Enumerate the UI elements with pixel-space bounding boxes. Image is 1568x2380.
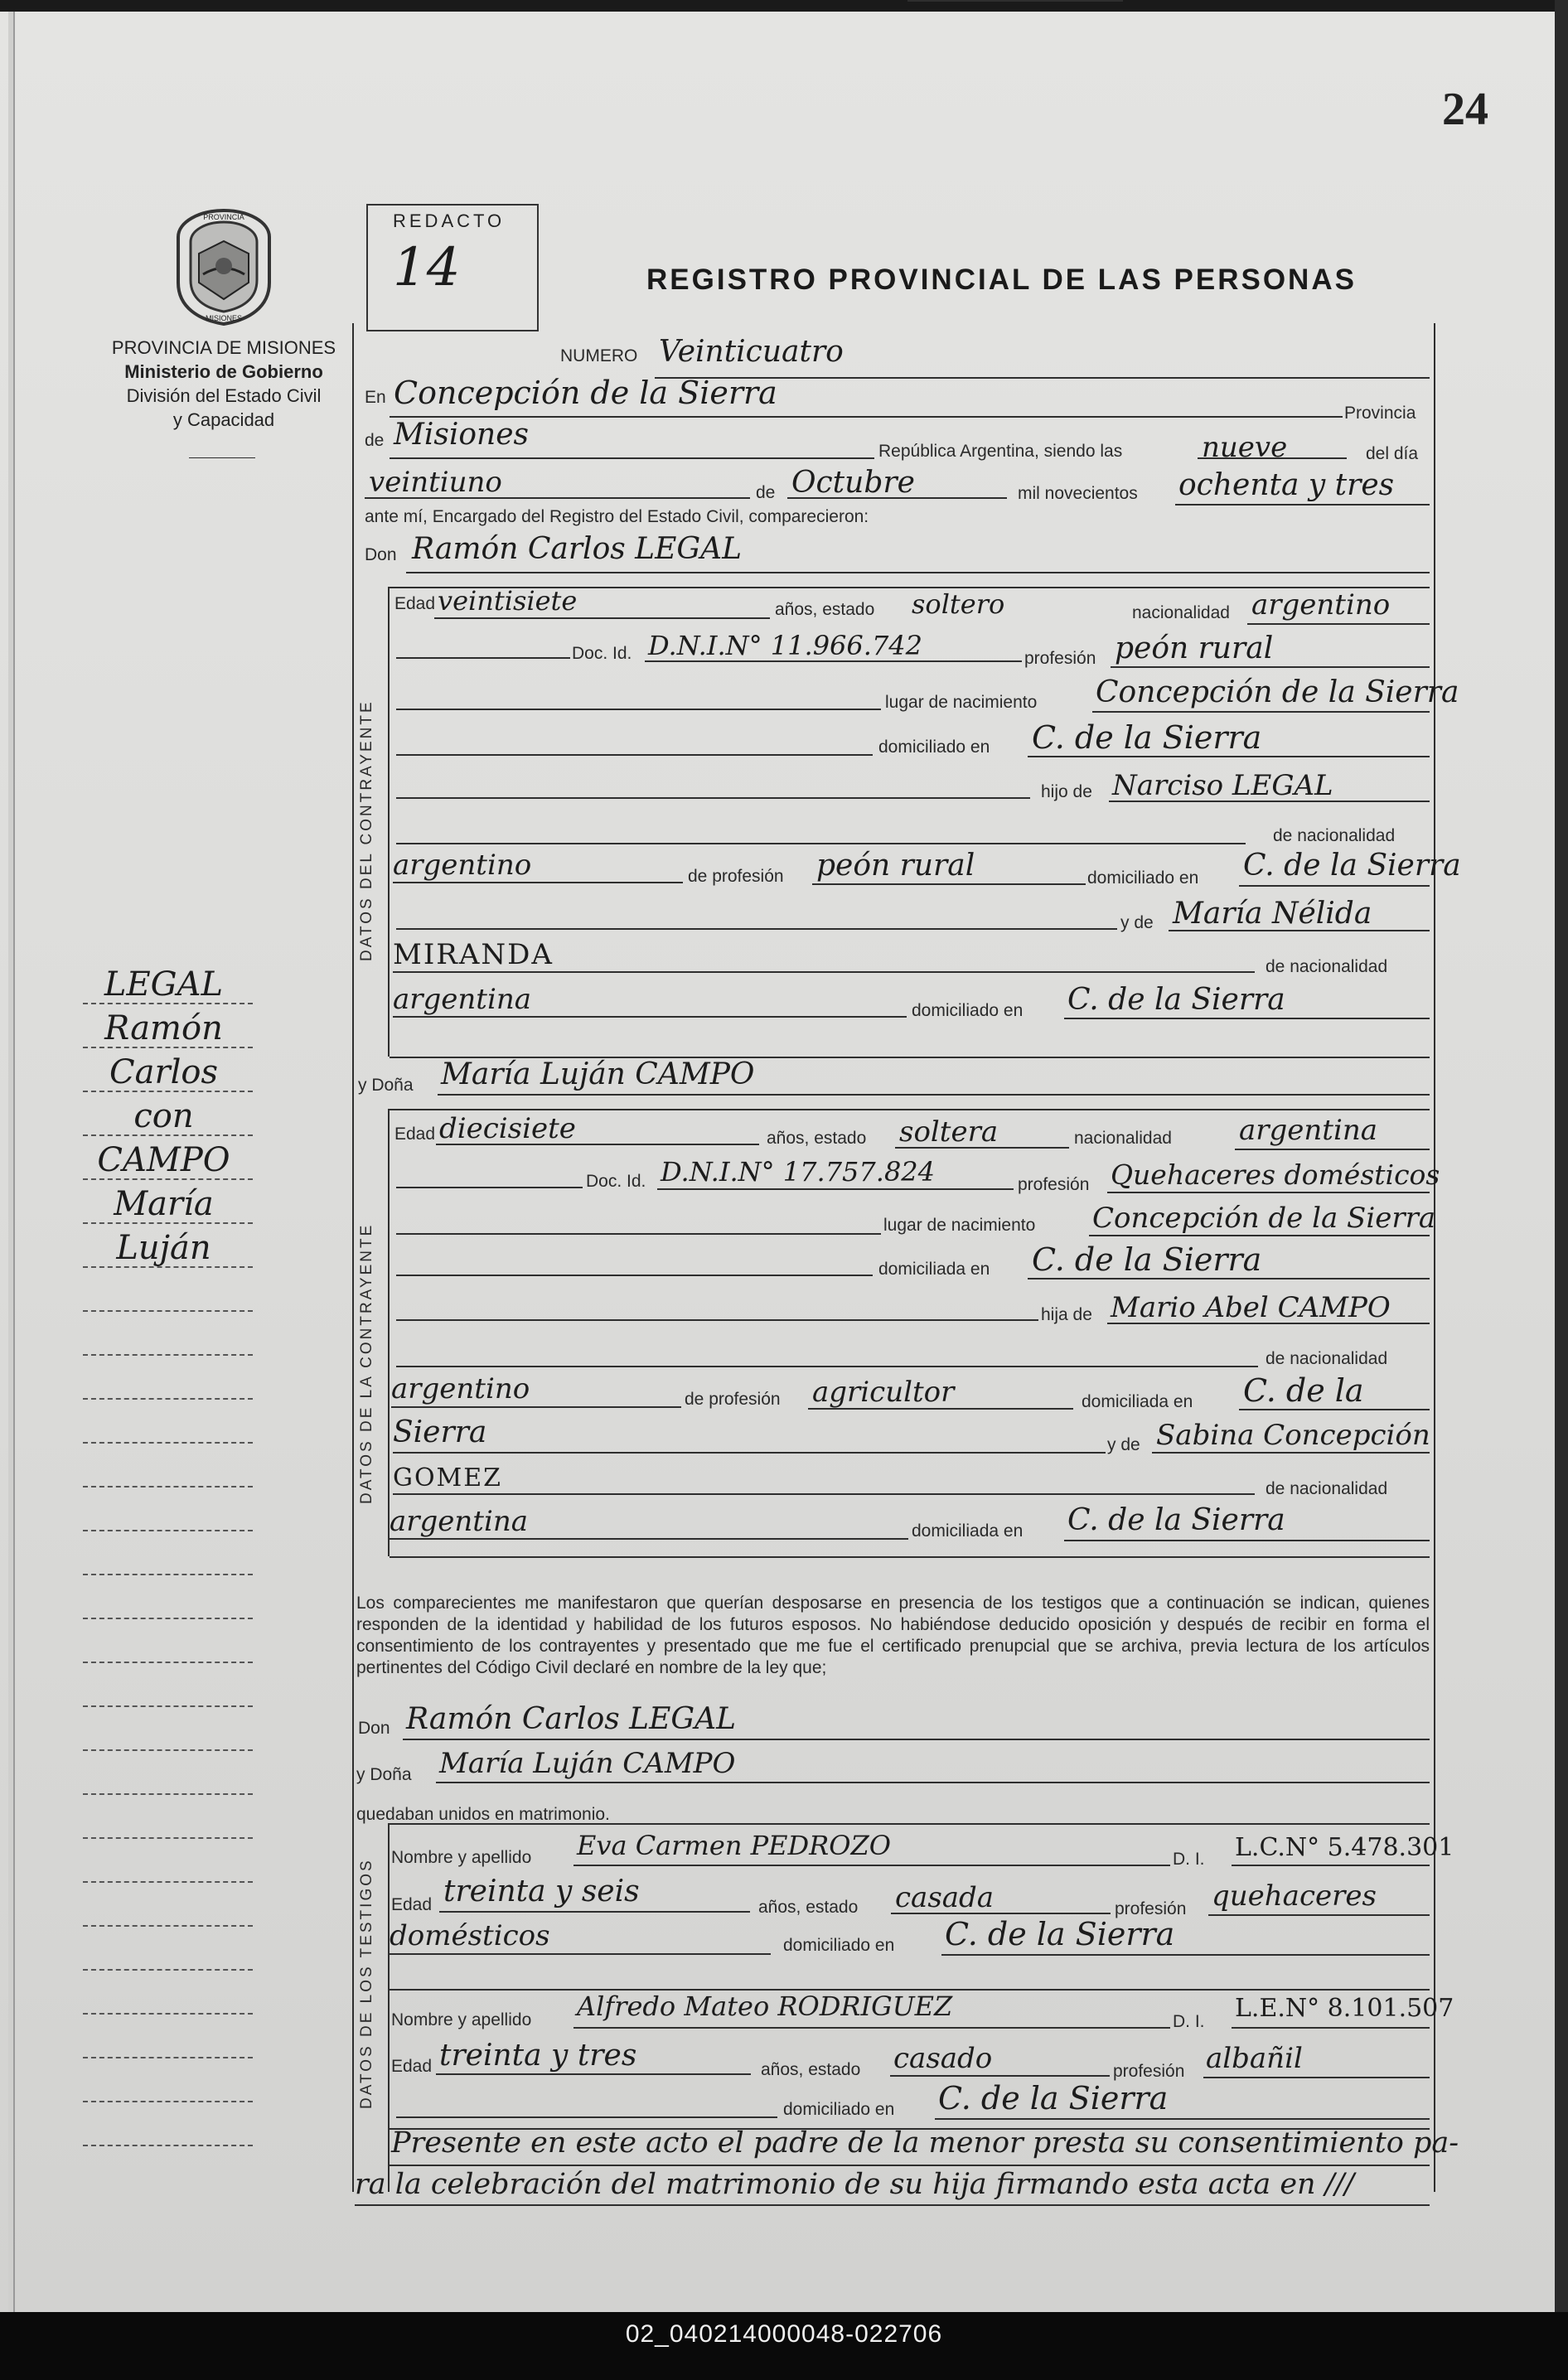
dept-divider — [189, 457, 255, 458]
w1-profession-2: domésticos — [390, 1919, 550, 1952]
groom-section-label: DATOS DEL CONTRAYENTE — [358, 699, 375, 961]
bride-denac-label: de nacionalidad — [1266, 1349, 1388, 1368]
bride-father-dom-line — [1239, 1409, 1430, 1410]
groom-edad-label: Edad — [394, 594, 436, 613]
bride-mother: Sabina Concepción — [1156, 1419, 1430, 1452]
groom-estado: soltero — [912, 588, 1005, 620]
bride-profession-line — [1107, 1192, 1430, 1193]
groom-yde-pre-line — [396, 928, 1117, 930]
w2-dom-label: domiciliado en — [783, 2100, 895, 2119]
margin-name: LEGAL — [104, 965, 224, 1004]
groom-yde-label: y de — [1120, 913, 1154, 932]
groom-mother: María Nélida — [1173, 897, 1372, 931]
bride-birthplace-line — [1089, 1235, 1430, 1236]
margin-rule-line — [83, 1530, 253, 1531]
w2-nombre-label: Nombre y apellido — [391, 2010, 532, 2029]
margin-rule-line — [83, 2057, 253, 2058]
groom-dom-label: domiciliado en — [878, 738, 990, 757]
bride-mother-domicile: C. de la Sierra — [1067, 1503, 1285, 1537]
bride-anios-label: años, estado — [767, 1129, 867, 1148]
bride-father-nationality: argentino — [391, 1372, 530, 1405]
groom-hijo-pre-line — [396, 797, 1030, 799]
groom-mother-surname-line — [393, 971, 1255, 973]
bride-birthplace: Concepción de la Sierra — [1092, 1202, 1436, 1235]
margin-rule-line — [83, 1047, 253, 1048]
groom-prof-label: profesión — [1024, 649, 1096, 668]
groom-estado-line — [907, 0, 1123, 2]
bride-father-nat-line — [391, 1406, 681, 1408]
numero-label: NUMERO — [560, 346, 638, 365]
groom-mother-nationality: argentina — [393, 983, 532, 1016]
groom-doc-label: Doc. Id. — [572, 644, 632, 663]
bride-father-domicile-2: Sierra — [393, 1415, 487, 1449]
hour-value: nueve — [1202, 431, 1288, 464]
groom-lugar-label: lugar de nacimiento — [885, 693, 1038, 712]
w1-prof2-line — [390, 1953, 771, 1955]
margin-rule-line — [83, 2145, 253, 2146]
groom-doc: D.N.I.N° 11.966.742 — [648, 630, 923, 661]
groom-nationality: argentino — [1251, 588, 1391, 622]
w1-di-label: D. I. — [1173, 1850, 1205, 1869]
bride-mother-surname: GOMEZ — [393, 1463, 503, 1492]
bride-nac-label: nacionalidad — [1074, 1129, 1172, 1148]
day-line — [365, 497, 750, 499]
margin-rule-line — [83, 2101, 253, 2102]
witness-section-label: DATOS DE LOS TESTIGOS — [358, 1858, 375, 2109]
bride-mother-dom-line — [1064, 1540, 1430, 1541]
bride-yde-pre-line — [393, 1452, 1106, 1454]
republica-label: República Argentina, siendo las — [878, 442, 1123, 461]
bride-mother-surname-line — [393, 1493, 1255, 1495]
month-value: Octubre — [791, 466, 915, 500]
decl-bride-line — [436, 1782, 1430, 1783]
groom-mother-surname: MIRANDA — [393, 938, 554, 971]
groom-father-dom-line — [1239, 885, 1430, 887]
year-value: ochenta y tres — [1178, 468, 1395, 502]
note-line-2: ra la celebración del matrimonio de su hija firmando esta acta en /// — [355, 2168, 1355, 2201]
margin-name: Ramón — [104, 1009, 223, 1047]
note-line-1-rule — [390, 2165, 1430, 2166]
bride-hija-pre-line — [396, 1319, 1038, 1321]
quedaban-text: quedaban unidos en matrimonio. — [356, 1805, 610, 1824]
margin-rule-line — [83, 1749, 253, 1751]
hour-line — [1198, 457, 1347, 459]
margin-rule-line — [83, 1442, 253, 1444]
w1-doc: L.C.N° 5.478.301 — [1235, 1833, 1454, 1862]
department-block — [87, 336, 361, 432]
dona-label: y Doña — [358, 1076, 414, 1095]
bride-domicile-line — [1028, 1278, 1430, 1279]
year-line — [1175, 504, 1430, 506]
margin-rule-line — [83, 1618, 253, 1619]
footer-filename: 02_040214000048-022706 — [625, 2320, 943, 2348]
book-spine — [1555, 0, 1568, 2312]
groom-name-line — [406, 572, 1430, 573]
groom-hijo-label: hijo de — [1041, 782, 1092, 801]
bride-dom2-label: domiciliada en — [1082, 1392, 1193, 1411]
ante-text: ante mí, Encargado del Registro del Estado Civil, comparecieron: — [365, 507, 869, 526]
dept-line-ministry: Ministerio de Gobierno — [124, 361, 323, 382]
bride-domicile: C. de la Sierra — [1032, 1241, 1262, 1278]
bride-dom-pre-line — [396, 1275, 873, 1276]
province-seal-icon — [166, 204, 282, 328]
margin-rule-line — [83, 1837, 253, 1839]
de-label: de — [365, 431, 385, 450]
w2-profession: albañil — [1206, 2042, 1303, 2075]
w1-estado: casada — [895, 1881, 995, 1914]
main-left-rule — [352, 323, 354, 2192]
page-edge — [8, 0, 15, 2312]
bride-father-profession: agricultor — [812, 1376, 955, 1409]
bride-estado: soltera — [899, 1115, 999, 1149]
page-number: 24 — [1442, 84, 1488, 135]
margin-name: Carlos — [109, 1053, 218, 1091]
groom-father-nat-line — [393, 882, 683, 883]
redacto-value: 14 — [393, 237, 461, 298]
province-value: Misiones — [394, 418, 530, 452]
bride-nationality: argentina — [1239, 1114, 1378, 1147]
margin-rule-line — [83, 1398, 253, 1400]
w2-profession-line — [1203, 2077, 1430, 2078]
margin-rule-line — [83, 1354, 253, 1356]
bride-mother-line — [1152, 1452, 1430, 1454]
w1-doc-line — [1232, 1865, 1430, 1866]
groom-mother-dom-line — [1064, 1018, 1430, 1019]
bride-yde-label: y de — [1107, 1435, 1140, 1454]
bride-name-line — [438, 1094, 1430, 1096]
groom-father-nationality: argentino — [393, 849, 532, 882]
bride-lugar-pre-line — [396, 1233, 881, 1235]
day-value: veintiuno — [369, 466, 502, 499]
margin-rule-line — [83, 1793, 253, 1795]
groom-mother-nat-line — [393, 1016, 907, 1018]
w1-profession-line — [1208, 1914, 1430, 1916]
groom-father-profession: peón rural — [816, 849, 975, 883]
seal-top-text: PROVINCIA — [203, 213, 244, 221]
w1-anios-label: años, estado — [758, 1898, 859, 1917]
bride-age: diecisiete — [439, 1112, 576, 1145]
bride-edad-label: Edad — [394, 1125, 436, 1144]
w2-edad-label: Edad — [391, 2057, 433, 2076]
w2-name: Alfredo Mateo RODRIGUEZ — [577, 1991, 953, 2022]
bride-lugar-label: lugar de nacimiento — [883, 1216, 1036, 1235]
decl-groom: Ramón Carlos LEGAL — [406, 1702, 737, 1736]
place-value: Concepción de la Sierra — [394, 375, 777, 411]
groom-deprof-label: de profesión — [688, 867, 784, 886]
groom-profession-line — [1111, 666, 1430, 668]
margin-rule-line — [83, 1134, 253, 1136]
groom-doc-line — [645, 660, 1022, 662]
bride-estado-line — [895, 1147, 1069, 1149]
bride-doc-pre-line — [396, 1187, 583, 1188]
groom-anios-label: años, estado — [775, 600, 875, 619]
margin-rule-line — [83, 1266, 253, 1268]
bride-mother-nat-line — [390, 1538, 908, 1540]
w1-prof-label: profesión — [1115, 1899, 1187, 1918]
main-right-rule — [1434, 323, 1435, 2192]
bride-denac2-label: de nacionalidad — [1266, 1479, 1388, 1498]
w1-domicile-line — [941, 1954, 1430, 1956]
bride-doc-label: Doc. Id. — [586, 1172, 646, 1191]
margin-name: María — [114, 1185, 214, 1223]
numero-value: Veinticuatro — [659, 335, 844, 369]
w1-estado-line — [891, 1913, 1111, 1914]
margin-rule-line — [83, 1662, 253, 1663]
groom-birthplace: Concepción de la Sierra — [1096, 675, 1459, 709]
w2-estado: casado — [893, 2042, 993, 2075]
margin-name: CAMPO — [97, 1141, 230, 1179]
w2-domicile-line — [935, 2118, 1430, 2120]
groom-father-prof-line — [812, 883, 1086, 885]
witness-block-rule — [388, 1823, 390, 2192]
w2-age: treinta y tres — [439, 2039, 637, 2073]
bride-block-bottom — [390, 1556, 1430, 1558]
margin-rule-line — [83, 1705, 253, 1707]
dept-line-capacity: y Capacidad — [172, 409, 275, 430]
bride-block-top — [390, 1109, 1430, 1110]
mil-label: mil novecientos — [1018, 484, 1138, 503]
witness-block-top — [390, 1823, 1430, 1825]
groom-lugar-pre-line — [396, 709, 881, 710]
margin-rule-line — [83, 1178, 253, 1180]
decl-dona-label: y Doña — [356, 1765, 412, 1784]
groom-dom2-label: domiciliado en — [1087, 868, 1199, 888]
margin-rule-line — [83, 1486, 253, 1488]
w2-dom-pre-line — [396, 2116, 777, 2118]
w2-anios-label: años, estado — [761, 2060, 861, 2079]
groom-domicile: C. de la Sierra — [1032, 719, 1262, 756]
groom-denac2-label: de nacionalidad — [1266, 957, 1388, 976]
groom-father: Narciso LEGAL — [1112, 769, 1333, 802]
groom-denac-pre-line — [396, 843, 1246, 844]
seal-bottom-text: MISIONES — [205, 314, 243, 322]
bride-deprof-label: de profesión — [685, 1390, 781, 1409]
margin-name: con — [133, 1097, 194, 1135]
groom-dom-pre-line — [396, 754, 873, 756]
w2-di-label: D. I. — [1173, 2012, 1205, 2031]
page-title: REGISTRO PROVINCIAL DE LAS PERSONAS — [646, 264, 1357, 296]
w1-age-line — [439, 1911, 750, 1913]
w1-profession-1: quehaceres — [1212, 1879, 1377, 1913]
don-label: Don — [365, 545, 397, 564]
margin-rule-line — [83, 1925, 253, 1927]
margin-rule-line — [83, 1091, 253, 1092]
groom-name: Ramón Carlos LEGAL — [412, 532, 743, 566]
bride-nationality-line — [1235, 1149, 1430, 1150]
decl-don-label: Don — [358, 1719, 390, 1738]
bride-father-domicile-1: C. de la — [1243, 1372, 1364, 1409]
bride-section-label: DATOS DE LA CONTRAYENTE — [358, 1222, 375, 1504]
margin-rule-line — [83, 1310, 253, 1312]
groom-nac-label: nacionalidad — [1132, 603, 1230, 622]
bride-hija-label: hija de — [1041, 1305, 1092, 1324]
scan-top-border — [0, 0, 1568, 12]
en-label: En — [365, 388, 386, 407]
redacto-label: REDACTO — [393, 210, 506, 231]
groom-denac-label: de nacionalidad — [1273, 826, 1396, 845]
margin-rule-line — [83, 1881, 253, 1883]
dept-line-division: División del Estado Civil — [126, 385, 322, 406]
bride-prof-label: profesión — [1018, 1175, 1090, 1194]
province-line — [390, 457, 874, 459]
margin-rule-line — [83, 1574, 253, 1575]
w2-doc-line — [1232, 2027, 1430, 2029]
bride-name: María Luján CAMPO — [441, 1057, 755, 1091]
de-mes-label: de — [756, 483, 776, 502]
groom-father-domicile: C. de la Sierra — [1243, 849, 1461, 883]
note-line-2-rule — [355, 2204, 1430, 2206]
groom-father-line — [1109, 801, 1430, 802]
w1-domicile: C. de la Sierra — [945, 1916, 1175, 1952]
w1-nombre-label: Nombre y apellido — [391, 1848, 532, 1867]
dept-line-province: PROVINCIA DE MISIONES — [111, 337, 336, 358]
groom-profession: peón rural — [1115, 631, 1274, 665]
margin-rule-line — [83, 1222, 253, 1224]
groom-nationality-line — [1247, 623, 1430, 625]
w2-age-line — [436, 2073, 751, 2075]
bride-father-line — [1107, 1323, 1430, 1324]
bride-father-prof-line — [808, 1408, 1073, 1410]
w1-name: Eva Carmen PEDROZO — [577, 1830, 891, 1861]
month-line — [787, 497, 1007, 499]
groom-mother-domicile: C. de la Sierra — [1067, 983, 1285, 1017]
redacto-box — [366, 204, 539, 331]
w1-dom-label: domiciliado en — [783, 1936, 895, 1955]
declaration-paragraph: Los comparecientes me manifestaron que querían desposarse en presencia de los testigos que a continuación se indican, quienes responden de la identidad y habilidad de los futuros esposos. No habiéndose deducido oposición y después de recibir en forma el consentimiento de los contrayentes y presentado que me fue el certificado prenupcial que se archiva, previa lectura de los artículos pertinentes del Código Civil declaré en nombre de la ley que; — [356, 1594, 1430, 1677]
w2-name-line — [573, 2027, 1170, 2029]
w1-edad-label: Edad — [391, 1895, 433, 1914]
note-line-1: Presente en este acto el padre de la menor presta su consentimiento pa- — [391, 2126, 1459, 2160]
w2-prof-label: profesión — [1113, 2062, 1185, 2081]
bride-profession: Quehaceres domésticos — [1111, 1159, 1440, 1191]
margin-rule-line — [83, 1003, 253, 1004]
w2-domicile: C. de la Sierra — [938, 2080, 1169, 2116]
bride-dom-label: domiciliada en — [878, 1260, 990, 1279]
decl-bride: María Luján CAMPO — [439, 1747, 736, 1780]
provincia-label: Provincia — [1344, 404, 1416, 423]
bride-block-rule — [388, 1109, 390, 1556]
margin-rule-line — [83, 1969, 253, 1971]
bride-dom3-label: domiciliada en — [912, 1521, 1024, 1541]
margin-name: Luján — [116, 1229, 211, 1267]
w2-estado-line — [890, 2075, 1110, 2077]
w1-name-line — [573, 1865, 1170, 1866]
decl-groom-line — [403, 1739, 1430, 1740]
groom-doc-pre-line — [396, 657, 570, 659]
margin-rule-line — [83, 2013, 253, 2015]
groom-birthplace-line — [1092, 711, 1430, 713]
bride-father: Mario Abel CAMPO — [1111, 1291, 1391, 1324]
bride-mother-nationality: argentina — [390, 1505, 529, 1538]
groom-block-rule — [388, 587, 390, 1057]
groom-dom3-label: domiciliado en — [912, 1001, 1024, 1020]
groom-mother-line — [1169, 930, 1430, 931]
bride-age-line — [436, 1144, 759, 1145]
groom-age-line — [434, 617, 770, 619]
groom-domicile-line — [1028, 756, 1430, 757]
bride-doc: D.N.I.N° 17.757.824 — [661, 1156, 936, 1188]
place-line — [390, 416, 1343, 418]
groom-age: veintisiete — [438, 585, 578, 617]
del-dia-label: del día — [1366, 444, 1419, 463]
bride-denac-pre-line — [396, 1366, 1258, 1367]
w2-doc: L.E.N° 8.101.507 — [1235, 1994, 1454, 2023]
w1-age: treinta y seis — [443, 1874, 640, 1908]
bride-doc-line — [657, 1188, 1014, 1190]
